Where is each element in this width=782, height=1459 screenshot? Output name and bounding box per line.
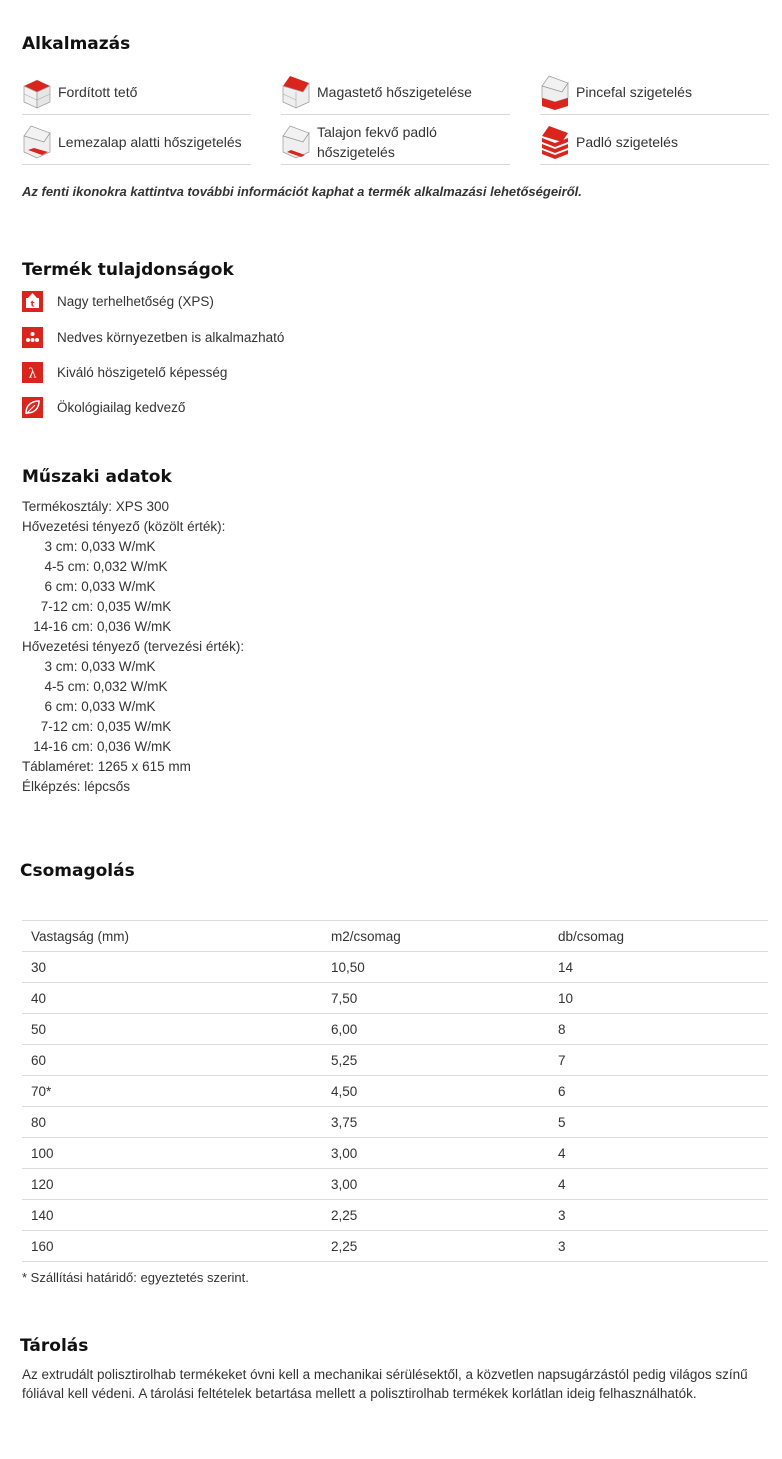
table-row <box>22 1138 768 1169</box>
application-item-pitched-roof[interactable] <box>281 70 510 115</box>
property-label: Nagy terhelhetőség (XPS) <box>57 293 214 309</box>
property-item <box>22 361 227 383</box>
ground-floor-icon <box>281 124 311 160</box>
table-cell: 80 <box>22 1107 322 1138</box>
floor-insulation-icon <box>540 124 570 160</box>
table-row <box>22 1231 768 1262</box>
property-label: Ökológiailag kedvező <box>57 399 186 415</box>
spec-line: Termékosztály: XPS 300 <box>22 499 170 514</box>
table-row <box>22 1045 768 1076</box>
table-cell: 4 <box>549 1138 768 1169</box>
spec-line: 3 cm: 0,033 W/mK <box>22 659 156 674</box>
column-header: db/csomag <box>549 921 768 952</box>
packaging-footnote: * Szállítási határidő: egyeztetés szerint. <box>22 1270 249 1285</box>
table-row <box>22 983 768 1014</box>
load-capacity-icon <box>22 291 43 312</box>
basement-wall-icon <box>540 74 570 110</box>
table-cell: 3,00 <box>322 1169 549 1200</box>
table-cell: 3,00 <box>322 1138 549 1169</box>
properties-heading: Termék tulajdonságok <box>22 260 234 280</box>
table-row <box>22 1014 768 1045</box>
table-cell: 70* <box>22 1076 322 1107</box>
technical-heading: Műszaki adatok <box>22 467 172 487</box>
spec-line: 14-16 cm: 0,036 W/mK <box>22 619 172 634</box>
slab-foundation-icon <box>22 124 52 160</box>
svg-text:t: t <box>30 299 35 308</box>
table-row <box>22 952 768 983</box>
storage-heading: Tárolás <box>20 1336 89 1356</box>
spec-line: 6 cm: 0,033 W/mK <box>22 699 156 714</box>
property-item <box>22 290 214 312</box>
lambda-icon <box>22 362 43 383</box>
table-cell: 60 <box>22 1045 322 1076</box>
packaging-heading: Csomagolás <box>20 861 135 881</box>
application-heading: Alkalmazás <box>22 34 131 54</box>
spec-line: Hővezetési tényező (közölt érték): <box>22 519 226 534</box>
property-label: Kiváló höszigetelő képesség <box>57 364 228 380</box>
table-cell: 160 <box>22 1231 322 1262</box>
table-cell: 2,25 <box>322 1200 549 1231</box>
table-header-row <box>22 921 768 952</box>
table-cell: 140 <box>22 1200 322 1231</box>
spec-line: 7-12 cm: 0,035 W/mK <box>22 719 172 734</box>
application-note: Az fenti ikonokra kattintva további információt kaphat a termék alkalmazási lehetőségeiről. <box>22 184 582 199</box>
table-cell: 50 <box>22 1014 322 1045</box>
application-item-inverted-roof[interactable] <box>22 70 251 115</box>
pitched-roof-icon <box>281 74 311 110</box>
table-cell: 100 <box>22 1138 322 1169</box>
application-item-label: Talajon fekvő padló hőszigetelés <box>317 124 437 160</box>
table-cell: 14 <box>549 952 768 983</box>
table-cell: 3 <box>549 1200 768 1231</box>
spec-line: 7-12 cm: 0,035 W/mK <box>22 599 172 614</box>
application-item-slab-foundation[interactable] <box>22 120 251 165</box>
column-header: Vastagság (mm) <box>22 921 322 952</box>
storage-text: Az extrudált polisztirolhab termékeket óvni kell a mechanikai sérülésektől, a közvetlen napsugárzástól pedig világos színű fóliával kell védeni. A tárolási feltételek betartása mellett a polisztirolhab termékek korlátlan ideig felhasználhatók. <box>22 1367 748 1401</box>
inverted-roof-icon <box>22 74 52 110</box>
table-cell: 6 <box>549 1076 768 1107</box>
table-cell: 10,50 <box>322 952 549 983</box>
table-cell: 5 <box>549 1107 768 1138</box>
leaf-icon <box>22 397 43 418</box>
spec-line: Élképzés: lépcsős <box>22 779 131 794</box>
table-cell: 7 <box>549 1045 768 1076</box>
spec-line: 14-16 cm: 0,036 W/mK <box>22 739 172 754</box>
spec-line: Hővezetési tényező (tervezési érték): <box>22 639 245 654</box>
table-row <box>22 1076 768 1107</box>
spec-line: 4-5 cm: 0,032 W/mK <box>22 559 168 574</box>
table-cell: 2,25 <box>322 1231 549 1262</box>
spec-line: 3 cm: 0,033 W/mK <box>22 539 156 554</box>
table-cell: 30 <box>22 952 322 983</box>
technical-spec-list <box>22 497 244 797</box>
application-item-floor-insulation[interactable] <box>540 120 769 165</box>
application-item-label: Pincefal szigetelés <box>576 84 692 100</box>
table-cell: 120 <box>22 1169 322 1200</box>
svg-text:λ: λ <box>28 366 37 381</box>
water-drops-icon <box>22 327 43 348</box>
table-cell: 4 <box>549 1169 768 1200</box>
column-header: m2/csomag <box>322 921 549 952</box>
table-cell: 5,25 <box>322 1045 549 1076</box>
table-cell: 3,75 <box>322 1107 549 1138</box>
spec-line: Táblaméret: 1265 x 615 mm <box>22 759 191 774</box>
application-item-label: Lemezalap alatti hőszigetelés <box>58 134 242 150</box>
property-item <box>22 326 284 348</box>
table-row <box>22 1200 768 1231</box>
property-label: Nedves környezetben is alkalmazható <box>57 329 285 345</box>
table-cell: 40 <box>22 983 322 1014</box>
application-item-label: Padló szigetelés <box>576 134 678 150</box>
table-cell: 4,50 <box>322 1076 549 1107</box>
application-item-ground-floor[interactable] <box>281 120 510 165</box>
spec-line: 6 cm: 0,033 W/mK <box>22 579 156 594</box>
application-item-label: Magastető hőszigetelése <box>317 84 472 100</box>
application-item-label: Fordított tető <box>58 84 138 100</box>
table-cell: 10 <box>549 983 768 1014</box>
table-cell: 7,50 <box>322 983 549 1014</box>
table-cell: 6,00 <box>322 1014 549 1045</box>
table-row <box>22 1169 768 1200</box>
table-row <box>22 1107 768 1138</box>
table-cell: 8 <box>549 1014 768 1045</box>
table-cell: 3 <box>549 1231 768 1262</box>
property-item <box>22 396 185 418</box>
spec-line: 4-5 cm: 0,032 W/mK <box>22 679 168 694</box>
packaging-table <box>22 920 768 1262</box>
application-item-basement-wall[interactable] <box>540 70 769 115</box>
